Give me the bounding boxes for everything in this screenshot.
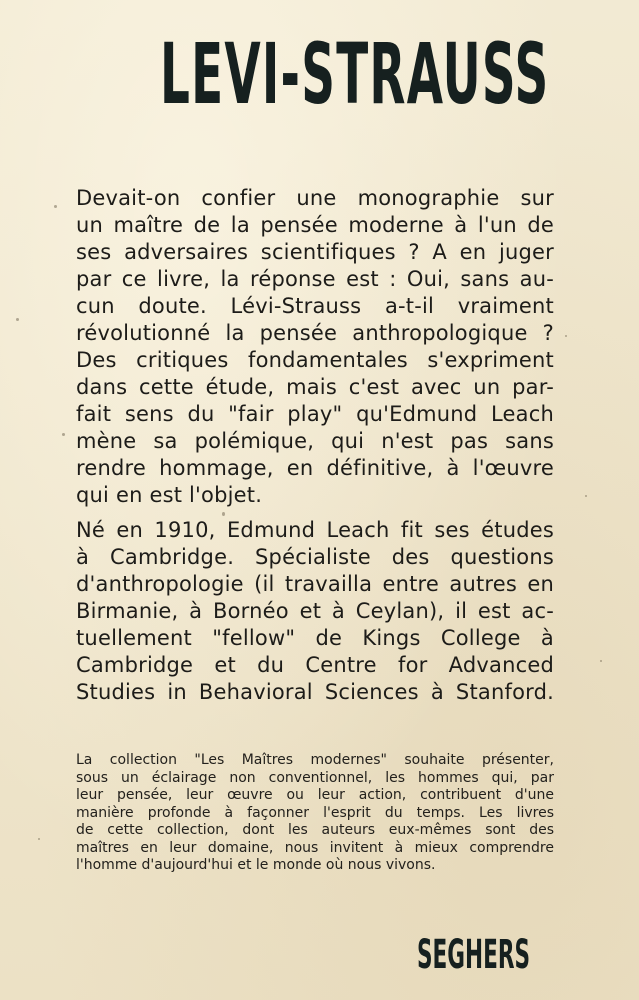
blurb-line: cun doute. Lévi-Strauss a-t-il vraiment: [76, 294, 554, 318]
book-title: LEVI-STRAUSS: [160, 25, 550, 123]
blurb-line: d'anthropologie (il travailla entre autres en: [76, 572, 554, 596]
paper-speck: [16, 318, 19, 321]
publisher-logo: SEGHERS: [417, 932, 531, 978]
paper-speck: [600, 660, 602, 662]
blurb-line: à Cambridge. Spécialiste des questions: [76, 545, 554, 569]
collection-note-line: manière profonde à façonner l'esprit du temps. Les livres: [76, 804, 554, 821]
collection-note-line: leur pensée, leur œuvre ou leur action, contribuent d'une: [76, 787, 554, 803]
blurb-line: Né en 1910, Edmund Leach fit ses études: [76, 518, 554, 542]
paper-speck: [222, 512, 225, 516]
blurb-line: Devait-on confier une monographie sur: [76, 186, 554, 210]
collection-note-line: sous un éclairage non conventionnel, les hommes qui, par: [76, 769, 554, 786]
paper-speck: [62, 433, 65, 436]
blurb-line: rendre hommage, en définitive, à l'œuvre: [76, 456, 554, 480]
blurb-line: ses adversaires scientifiques ? A en juger: [76, 240, 554, 264]
blurb-line: Birmanie, à Bornéo et à Ceylan), il est ac-: [76, 599, 554, 623]
collection-note: [76, 752, 554, 875]
paper-speck: [585, 495, 587, 497]
collection-note-line: maîtres en leur domaine, nous invitent à mieux comprendre: [76, 839, 554, 856]
blurb-line: par ce livre, la réponse est : Oui, sans au-: [76, 267, 554, 291]
blurb-line: révolutionné la pensée anthropologique ?: [76, 321, 554, 345]
blurb-line: dans cette étude, mais c'est avec un par-: [76, 375, 554, 399]
blurb-line: tuellement "fellow" de Kings College à: [76, 626, 554, 650]
collection-note-line: de cette collection, dont les auteurs eux-mêmes sont des: [76, 822, 554, 838]
blurb-paragraph-book: [76, 185, 554, 509]
blurb-line: Des critiques fondamentales s'expriment: [76, 348, 554, 372]
paper-speck: [38, 838, 40, 840]
blurb-line: qui en est l'objet.: [76, 483, 263, 507]
collection-note-line: La collection "Les Maîtres modernes" souhaite présenter,: [76, 752, 554, 768]
blurb-paragraph-author: [76, 517, 554, 706]
blurb-line: fait sens du "fair play" qu'Edmund Leach: [76, 402, 554, 426]
paper-speck: [565, 335, 567, 337]
collection-note-line: l'homme d'aujourd'hui et le monde où nous vivons.: [76, 857, 436, 873]
blurb-line: mène sa polémique, qui n'est pas sans: [76, 429, 554, 453]
blurb-line: Studies in Behavioral Sciences à Stanford.: [76, 680, 554, 704]
paper-speck: [54, 205, 57, 208]
blurb-line: un maître de la pensée moderne à l'un de: [76, 213, 554, 237]
blurb-line: Cambridge et du Centre for Advanced: [76, 653, 554, 677]
